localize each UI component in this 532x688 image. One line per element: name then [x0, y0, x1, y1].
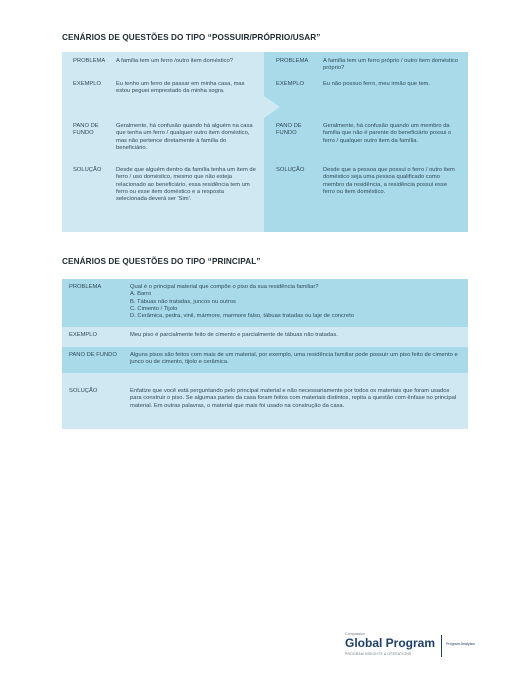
global-program-logo	[345, 632, 475, 662]
right-solucao-label: SOLUÇÃO	[276, 167, 305, 173]
logo-brand: Global Program	[345, 636, 436, 650]
right-exemplo-label: EXEMPLO	[276, 81, 305, 87]
principal-pano-label: PANO DE FUNDO	[69, 352, 117, 358]
left-solucao-text: Desde que alguém dentro da família tenha um item de ferro / uso doméstico, mesmo que não esteja relacionado ao beneficiário, essa residência tem um ferro ou esse item doméstico e a resposta selecionada deverá ser 'Sim'.	[116, 167, 256, 203]
principal-table	[62, 279, 468, 429]
logo-side: Program Analytics	[446, 642, 475, 646]
option-d: D. Cerâmica, pedra, vinil, mármore, marmore falso, tábuas tratadas ou laje de concreto	[130, 313, 354, 320]
possuir-table	[62, 52, 468, 232]
right-solucao-text: Desde que a pessoa que possui o ferro / outro item doméstico seja uma pessoa qualificado como membro da residência, a residência possui esse ferro ou item doméstico.	[323, 167, 455, 195]
principal-solucao-text: Enfatize que você está perguntando pelo principal material e não necessariamente por todos os materiais que foram usados para construir o piso. Se algumas partes da casa foram feitos com materiais distintos, repita a questão com ênfase no principal material. Em outras palavras, o material que mais foi usado na construção da casa.	[130, 388, 457, 409]
right-problema-label: PROBLEMA	[276, 58, 309, 64]
section-2-title: CENÁRIOS DE QUESTÕES DO TIPO “PRINCIPAL”	[62, 257, 261, 266]
left-solucao-label: SOLUÇÃO	[73, 167, 102, 173]
principal-solucao-label: SOLUÇÃO	[69, 388, 98, 394]
section-1-title: CENÁRIOS DE QUESTÕES DO TIPO “POSSUIR/PRÓPRIO/USAR”	[62, 33, 321, 42]
right-exemplo-text: Eu não possuo ferro, meu irmão que tem.	[323, 81, 430, 87]
left-exemplo-text: Eu tenho um ferro de passar em minha casa, mas estou peguei emprestado da minha sogra.	[116, 81, 245, 95]
principal-pano-text: Alguns pisos são feitos com mais de um material, por exemplo, uma residência familiar pode possuir um piso feito de cimento e junco ou de cimento, tijolo e cerâmica.	[130, 352, 458, 366]
left-pano-text: Geralmente, há confusão quando há alguém na casa que tenha um ferro / qualquer outro item doméstico, mas não pertence diretamente à família do beneficiário.	[116, 123, 253, 151]
problema-question: Qual é o principal material que compõe o piso da sua residência familiar?	[130, 284, 319, 290]
logo-divider	[441, 635, 442, 657]
option-c: C. Cimento / Tijolo	[130, 305, 178, 312]
left-problema-label: PROBLEMA	[73, 58, 106, 64]
arrow-right-icon	[264, 96, 280, 118]
logo-sub: PROGRAM INSIGHTS & OPERATIONS	[345, 652, 412, 656]
principal-exemplo-text: Meu piso é parcialmente feito de cimento e parcialmente de tábuas não tratadas.	[130, 332, 338, 338]
option-a: A. Barro	[130, 291, 152, 298]
right-pano-label: PANO DE FUNDO	[276, 123, 302, 137]
left-problema-text: A família tem um ferro /outro item doméstico?	[116, 58, 233, 64]
left-pano-label: PANO DE FUNDO	[73, 123, 99, 137]
left-exemplo-label: EXEMPLO	[73, 81, 102, 87]
option-b: B. Tábuas não tratadas, juncos ou outros	[130, 298, 236, 305]
principal-problema-label: PROBLEMA	[69, 284, 102, 290]
right-pano-text: Geralmente, há confusão quando um membro da família que não é parente do beneficiário possui o ferro / qualquer outro item da família.	[323, 123, 452, 144]
principal-problema-text	[130, 284, 460, 320]
right-problema-text: A família tem um ferro próprio / outro item doméstico próprio?	[323, 58, 458, 72]
logo-small-label: Compassion	[345, 632, 365, 636]
principal-exemplo-label: EXEMPLO	[69, 332, 98, 338]
